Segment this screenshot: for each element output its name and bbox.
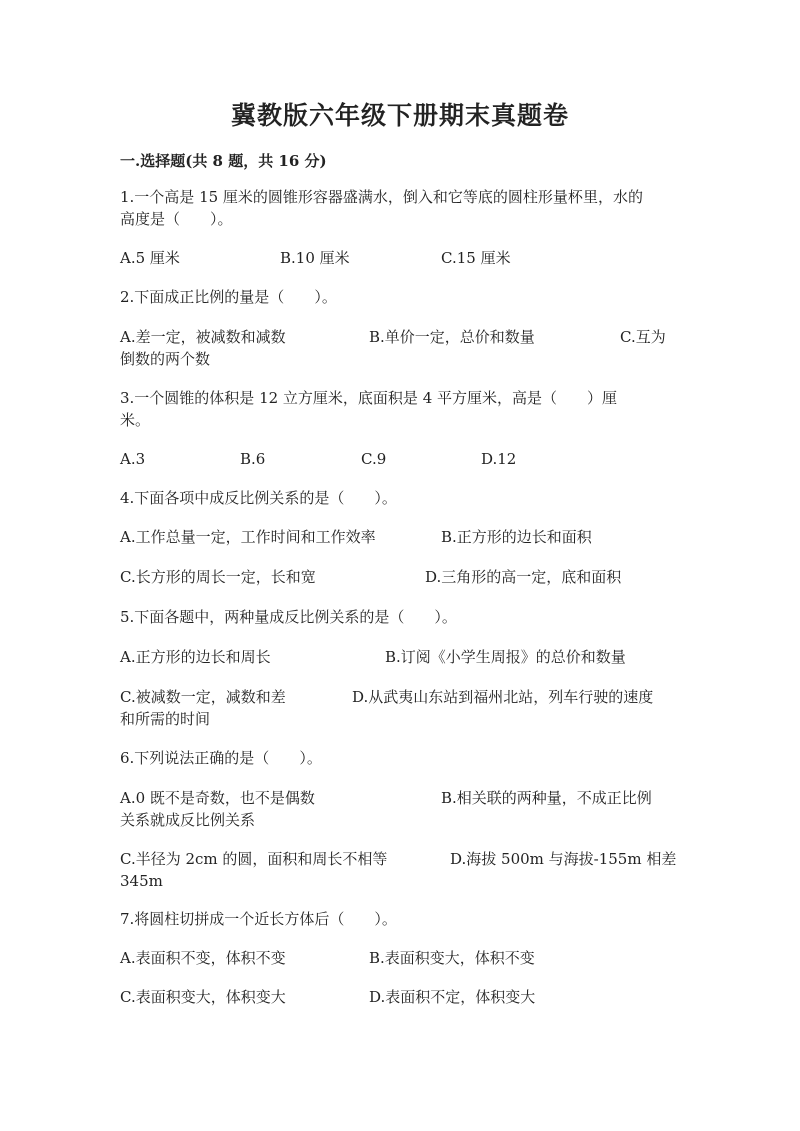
- question-7-option-d: D.表面积不定，体积变大: [369, 988, 536, 1006]
- question-6-option-b-line-2: 关系就成反比例关系: [120, 811, 256, 829]
- question-2-option-c-line-2: 倒数的两个数: [120, 350, 211, 368]
- question-1-option-c: C.15 厘米: [441, 249, 511, 267]
- question-3-option-d: D.12: [481, 450, 517, 468]
- question-4-stem: 4.下面各项中成反比例关系的是（ ）。: [120, 489, 397, 507]
- question-5-stem: 5.下面各题中，两种量成反比例关系的是（ ）。: [120, 608, 457, 626]
- question-7-option-b: B.表面积变大，体积不变: [369, 949, 535, 967]
- question-6-option-b-line-1: B.相关联的两种量，不成正比例: [441, 789, 652, 807]
- question-7-stem: 7.将圆柱切拼成一个近长方体后（ ）。: [120, 910, 397, 928]
- question-2-stem: 2.下面成正比例的量是（ ）。: [120, 288, 337, 306]
- question-5-option-d-line-2: 和所需的时间: [120, 710, 211, 728]
- question-1-option-a: A.5 厘米: [120, 249, 180, 267]
- question-5-option-d-line-1: D.从武夷山东站到福州北站，列车行驶的速度: [352, 688, 654, 706]
- question-4-option-c: C.长方形的周长一定，长和宽: [120, 568, 316, 586]
- question-5-option-b: B.订阅《小学生周报》的总价和数量: [385, 648, 626, 666]
- question-1-stem-line-2: 高度是（ ）。: [120, 210, 233, 228]
- question-4-option-a: A.工作总量一定，工作时间和工作效率: [120, 528, 376, 546]
- question-3-option-a: A.3: [120, 450, 146, 468]
- question-6-stem: 6.下列说法正确的是（ ）。: [120, 749, 322, 767]
- question-6-option-a: A.0 既不是奇数，也不是偶数: [120, 789, 315, 807]
- question-7-option-c: C.表面积变大，体积变大: [120, 988, 286, 1006]
- question-6-option-c: C.半径为 2cm 的圆，面积和周长不相等: [120, 850, 388, 868]
- question-3-option-b: B.6: [240, 450, 266, 468]
- question-7-option-a: A.表面积不变，体积不变: [120, 949, 286, 967]
- question-5-option-c: C.被减数一定，减数和差: [120, 688, 286, 706]
- question-3-option-c: C.9: [361, 450, 387, 468]
- question-1-option-b: B.10 厘米: [280, 249, 350, 267]
- question-6-option-d-line-1: D.海拔 500m 与海拔-155m 相差: [450, 850, 677, 868]
- question-5-option-a: A.正方形的边长和周长: [120, 648, 271, 666]
- question-4-option-d: D.三角形的高一定，底和面积: [425, 568, 622, 586]
- question-3-stem-line-1: 3.一个圆锥的体积是 12 立方厘米，底面积是 4 平方厘米，高是（ ）厘: [120, 389, 618, 407]
- question-6-option-d-line-2: 345m: [120, 872, 163, 890]
- question-2-option-c-line-1: C.互为: [620, 328, 666, 346]
- question-2-option-a: A.差一定，被减数和减数: [120, 328, 286, 346]
- question-4-option-b: B.正方形的边长和面积: [441, 528, 592, 546]
- page-title: 冀教版六年级下册期末真题卷: [230, 101, 569, 130]
- question-1-stem-line-1: 1.一个高是 15 厘米的圆锥形容器盛满水，倒入和它等底的圆柱形量杯里，水的: [120, 188, 643, 206]
- question-2-option-b: B.单价一定，总价和数量: [369, 328, 535, 346]
- question-3-stem-line-2: 米。: [120, 411, 151, 429]
- section-heading: 一.选择题(共 8 题，共 16 分): [120, 152, 327, 170]
